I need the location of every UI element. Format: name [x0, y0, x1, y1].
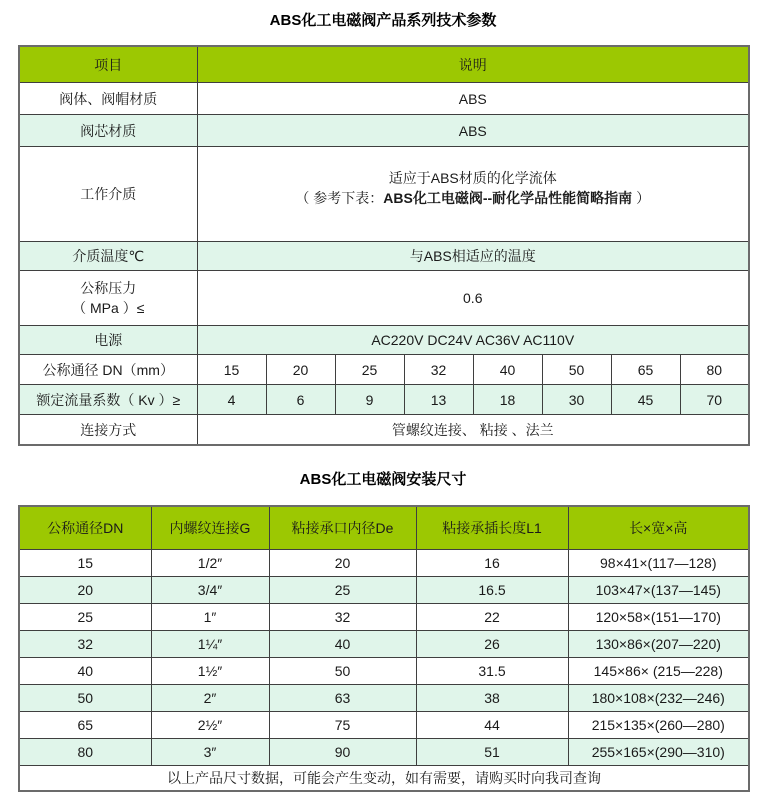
row-label: 介质温度℃ — [19, 242, 197, 271]
row-value — [197, 147, 749, 242]
dim-cell: 25 — [269, 577, 416, 604]
dim-cell: 2½″ — [151, 712, 269, 739]
row-value: 与ABS相适应的温度 — [197, 242, 749, 271]
spec-row-body-material — [19, 83, 749, 115]
dim-footer-row — [19, 766, 749, 792]
dim-row-dn15 — [19, 550, 749, 577]
dim-table-title: ABS化工电磁阀安装尺寸 — [299, 471, 467, 488]
dim-cell: 103×47×(137—145) — [568, 577, 749, 604]
spec-row-dn — [19, 355, 749, 385]
dim-cell: 32 — [19, 631, 151, 658]
dim-cell: 40 — [19, 658, 151, 685]
dn-value: 40 — [473, 355, 542, 385]
row-value: 管螺纹连接、 粘接 、法兰 — [197, 415, 749, 446]
dim-cell: 32 — [269, 604, 416, 631]
spec-header-desc: 说明 — [197, 46, 749, 83]
dim-cell: 26 — [416, 631, 568, 658]
spec-row-working-medium — [19, 147, 749, 242]
dim-cell: 44 — [416, 712, 568, 739]
dn-value: 15 — [197, 355, 266, 385]
dim-table — [18, 505, 750, 792]
dim-cell: 50 — [269, 658, 416, 685]
dim-cell: 22 — [416, 604, 568, 631]
dim-col-header: 长×宽×高 — [568, 506, 749, 550]
working-medium-line2: （ 参考下表：ABS化工电磁阀--耐化学品性能简略指南 ） — [295, 189, 651, 206]
dim-cell: 20 — [269, 550, 416, 577]
row-label: 额定流量系数（ Kv ）≥ — [19, 385, 197, 415]
dim-cell: 80 — [19, 739, 151, 766]
spec-row-kv — [19, 385, 749, 415]
dim-cell: 51 — [416, 739, 568, 766]
dim-cell: 1½″ — [151, 658, 269, 685]
spec-row-medium-temp — [19, 242, 749, 271]
dim-cell: 1/2″ — [151, 550, 269, 577]
spec-table-title: ABS化工电磁阀产品系列技术参数 — [269, 12, 497, 29]
dim-row-dn65 — [19, 712, 749, 739]
row-label: 公称通径 DN（mm） — [19, 355, 197, 385]
spec-row-core-material — [19, 115, 749, 147]
dim-cell: 120×58×(151—170) — [568, 604, 749, 631]
kv-value: 9 — [335, 385, 404, 415]
row-value: AC220V DC24V AC36V AC110V — [197, 326, 749, 355]
dim-row-dn80 — [19, 739, 749, 766]
dim-cell: 40 — [269, 631, 416, 658]
dn-value: 25 — [335, 355, 404, 385]
dim-cell: 16.5 — [416, 577, 568, 604]
dim-cell: 90 — [269, 739, 416, 766]
dim-cell: 255×165×(290—310) — [568, 739, 749, 766]
dn-value: 20 — [266, 355, 335, 385]
dim-cell: 75 — [269, 712, 416, 739]
dim-row-dn40 — [19, 658, 749, 685]
dn-value: 65 — [611, 355, 680, 385]
dim-cell: 63 — [269, 685, 416, 712]
dim-col-header: 内螺纹连接G — [151, 506, 269, 550]
dim-cell: 15 — [19, 550, 151, 577]
dim-cell: 98×41×(117—128) — [568, 550, 749, 577]
dim-cell: 215×135×(260—280) — [568, 712, 749, 739]
kv-value: 70 — [680, 385, 749, 415]
kv-value: 6 — [266, 385, 335, 415]
dim-col-header: 粘接承口内径De — [269, 506, 416, 550]
row-label: 公称压力 （ MPa ）≤ — [19, 271, 197, 326]
page — [0, 9, 766, 792]
dim-cell: 2″ — [151, 685, 269, 712]
dn-value: 80 — [680, 355, 749, 385]
spec-row-pressure — [19, 271, 749, 326]
row-value: 0.6 — [197, 271, 749, 326]
dim-cell: 1″ — [151, 604, 269, 631]
row-label: 阀芯材质 — [19, 115, 197, 147]
dim-footer-note: 以上产品尺寸数据，可能会产生变动，如有需要，请购买时向我司查询 — [19, 766, 749, 792]
kv-value: 45 — [611, 385, 680, 415]
dim-row-dn50 — [19, 685, 749, 712]
working-medium-line1: 适应于ABS材质的化学流体 — [388, 169, 557, 186]
dim-cell: 20 — [19, 577, 151, 604]
dim-cell: 130×86×(207—220) — [568, 631, 749, 658]
row-value: ABS — [197, 115, 749, 147]
spec-row-power — [19, 326, 749, 355]
kv-value: 4 — [197, 385, 266, 415]
row-label: 电源 — [19, 326, 197, 355]
dn-value: 50 — [542, 355, 611, 385]
dim-row-dn32 — [19, 631, 749, 658]
dn-value: 32 — [404, 355, 473, 385]
spec-table — [18, 45, 750, 446]
dim-col-header: 粘接承插长度L1 — [416, 506, 568, 550]
dim-cell: 25 — [19, 604, 151, 631]
dim-cell: 3″ — [151, 739, 269, 766]
dim-cell: 16 — [416, 550, 568, 577]
spec-row-connection — [19, 415, 749, 446]
dim-header-row — [19, 506, 749, 550]
spec-header-item: 项目 — [19, 46, 197, 83]
dim-cell: 50 — [19, 685, 151, 712]
row-value: ABS — [197, 83, 749, 115]
kv-value: 18 — [473, 385, 542, 415]
dim-cell: 31.5 — [416, 658, 568, 685]
dim-cell: 180×108×(232—246) — [568, 685, 749, 712]
row-label: 工作介质 — [19, 147, 197, 242]
row-label: 阀体、阀帽材质 — [19, 83, 197, 115]
row-label: 连接方式 — [19, 415, 197, 446]
dim-cell: 38 — [416, 685, 568, 712]
dim-cell: 1¼″ — [151, 631, 269, 658]
kv-value: 13 — [404, 385, 473, 415]
kv-value: 30 — [542, 385, 611, 415]
dim-row-dn25 — [19, 604, 749, 631]
dim-cell: 65 — [19, 712, 151, 739]
spec-header-row — [19, 46, 749, 83]
dim-row-dn20 — [19, 577, 749, 604]
dim-col-header: 公称通径DN — [19, 506, 151, 550]
dim-cell: 3/4″ — [151, 577, 269, 604]
dim-cell: 145×86× (215—228) — [568, 658, 749, 685]
